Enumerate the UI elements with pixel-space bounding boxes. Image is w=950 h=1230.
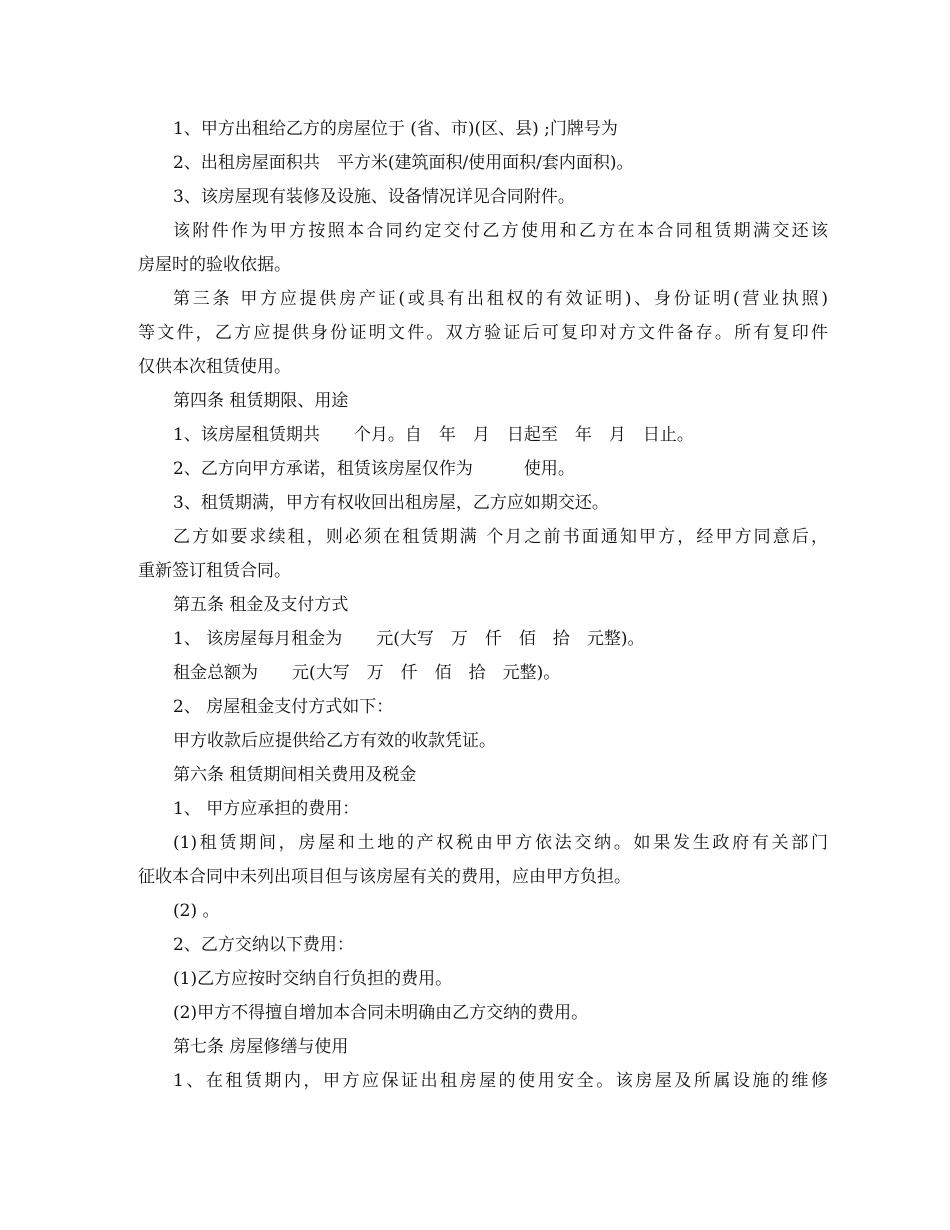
paragraph-line: 1、甲方出租给乙方的房屋位于 (省、市)(区、县) ;门牌号为	[173, 119, 618, 139]
paragraph-line: 2、乙方交纳以下费用：	[173, 935, 354, 955]
section-heading: 第六条 租赁期间相关费用及税金	[173, 765, 417, 785]
paragraph-line: 该附件作为甲方按照本合同约定交付乙方使用和乙方在本合同租赁期满交还该	[173, 221, 828, 241]
paragraph-line: 1、该房屋租赁期共 个月。自 年 月 日起至 年 月 日止。	[173, 425, 694, 445]
section-heading: 第四条 租赁期限、用途	[173, 391, 349, 411]
paragraph-line: 乙方如要求续租，则必须在租赁期满 个月之前书面通知甲方，经甲方同意后，	[173, 527, 828, 547]
paragraph-line: (2)甲方不得擅自增加本合同未明确由乙方交纳的费用。	[173, 1003, 589, 1023]
paragraph-line: 3、该房屋现有装修及设施、设备情况详见合同附件。	[173, 187, 575, 207]
section-heading: 第五条 租金及支付方式	[173, 595, 349, 615]
paragraph-line: (1)乙方应按时交纳自行负担的费用。	[173, 969, 453, 989]
paragraph-line: 第三条 甲方应提供房产证(或具有出租权的有效证明)、身份证明(营业执照)	[173, 289, 828, 309]
paragraph-line: 2、乙方向甲方承诺，租赁该房屋仅作为 使用。	[173, 459, 575, 479]
paragraph-line: 1、 该房屋每月租金为 元(大写 万 仟 佰 拾 元整)。	[173, 629, 645, 649]
paragraph-line: 重新签订租赁合同。	[138, 561, 291, 581]
section-heading: 第七条 房屋修缮与使用	[173, 1037, 349, 1057]
paragraph-line: 征收本合同中未列出项目但与该房屋有关的费用，应由甲方负担。	[138, 867, 631, 887]
paragraph-line: 1、 甲方应承担的费用：	[173, 799, 360, 819]
paragraph-line: 2、出租房屋面积共 平方米(建筑面积/使用面积/套内面积)。	[173, 153, 634, 173]
paragraph-line: 仅供本次租赁使用。	[138, 357, 291, 377]
paragraph-line: 甲方收款后应提供给乙方有效的收款凭证。	[173, 731, 496, 751]
paragraph-line: 等文件，乙方应提供身份证明文件。双方验证后可复印对方文件备存。所有复印件	[138, 323, 828, 343]
paragraph-line: 3、租赁期满，甲方有权收回出租房屋，乙方应如期交还。	[173, 493, 609, 513]
paragraph-line: 租金总额为 元(大写 万 仟 佰 拾 元整)。	[173, 663, 561, 683]
paragraph-line: (1)租赁期间，房屋和土地的产权税由甲方依法交纳。如果发生政府有关部门	[173, 833, 828, 853]
paragraph-line: 2、 房屋租金支付方式如下：	[173, 697, 394, 717]
contract-text	[138, 112, 828, 1098]
paragraph-line: (2) 。	[173, 901, 220, 921]
paragraph-line: 房屋时的验收依据。	[138, 255, 291, 275]
paragraph-line: 1、在租赁期内，甲方应保证出租房屋的使用安全。该房屋及所属设施的维修	[173, 1071, 828, 1091]
